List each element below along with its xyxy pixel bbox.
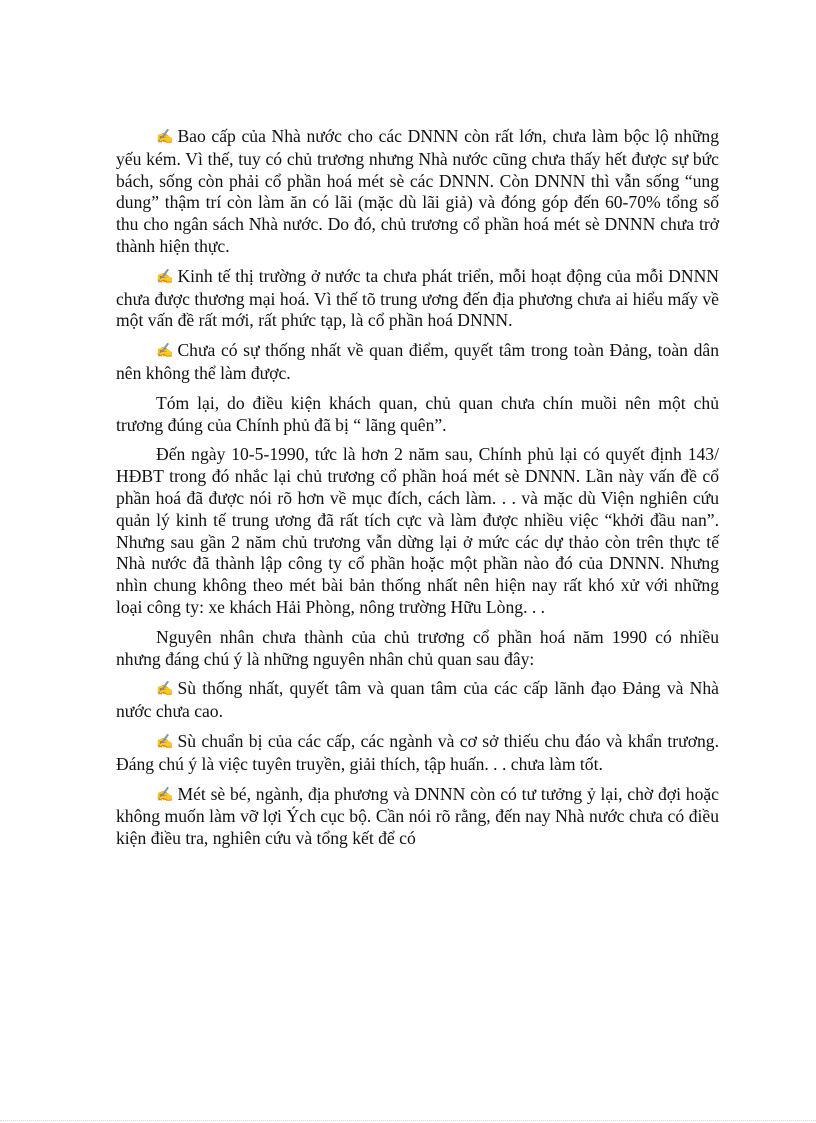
paragraph-decision-143: [116, 444, 719, 618]
writing-hand-icon: ✍: [156, 130, 174, 145]
paragraph-text: Mét sè bé, ngành, địa phương và DNNN còn có tư tưởng ỷ lại, chờ đợi hoặc không muốn làm vỡ lợi Ých cục bộ. Cần nói rõ rằng, đến nay Nhà nước chưa có điều kiện điều tra, nghiên cứu và tổng kết để có: [116, 783, 719, 849]
writing-hand-icon: ✍: [156, 269, 174, 285]
writing-hand-icon: ✍: [156, 787, 174, 803]
paragraph-subsidy: [116, 126, 719, 258]
paragraph-cause-preparation: [116, 731, 719, 776]
writing-hand-icon: ✍: [156, 734, 174, 750]
document-page: [116, 126, 719, 858]
paragraph-text: Bao cấp của Nhà nước cho các DNNN còn rất lớn, chưa làm bộc lộ những yếu kém. Vì thế, tuy có chủ trương nhưng Nhà nước cũng chưa thấy hết được sự bức bách, sống còn phải cổ phần hoá mét sè các DNNN. Còn DNNN thì vẫn sống “ung dung” thậm trí còn làm ăn có lãi (mặc dù lãi giả) và đóng góp đến 60-70% tổng số thu cho ngân sách Nhà nước. Do đó, chủ trương cổ phần hoá mét sè DNNN chưa trở thành hiện thực.: [116, 126, 719, 256]
paragraph-text: Tóm lại, do điều kiện khách quan, chủ quan chưa chín muồi nên một chủ trương đúng của Chính phủ đã bị “ lãng quên”.: [116, 392, 719, 435]
paragraph-text: Đến ngày 10-5-1990, tức là hơn 2 năm sau, Chính phủ lại có quyết định 143/ HĐBT trong đó nhắc lại chủ trương cổ phần hoá mét sè DNNN. Lần này vấn đề cổ phần hoá đã được nói rõ hơn về mục đích, cách làm. . . và mặc dù Viện nghiên cứu quản lý kinh tế trung ương đã rất tích cực và làm được nhiều việc “khởi đầu nan”. Nhưng sau gần 2 năm chủ trương vẫn dừng lại ở mức các dự thảo còn trên thực tế Nhà nước đã thành lập công ty cổ phần hoặc một phần nào đó của DNNN. Nhưng nhìn chung không theo mét bài bản thống nhất nên hiện nay rất khó xử với những loại công ty: xe khách Hải Phòng, nông trường Hữu Lòng. . .: [116, 444, 719, 617]
paragraph-text: Chưa có sự thống nhất về quan điểm, quyết tâm trong toàn Đảng, toàn dân nên không thể làm được.: [116, 340, 719, 383]
paragraph-text: Nguyên nhân chưa thành của chủ trương cổ phần hoá năm 1990 có nhiều nhưng đáng chú ý là những nguyên nhân chủ quan sau đây:: [116, 626, 719, 669]
paragraph-no-consensus: [116, 340, 719, 385]
paragraph-text: Sù thống nhất, quyết tâm và quan tâm của các cấp lãnh đạo Đảng và Nhà nước chưa cao.: [116, 678, 719, 722]
paragraph-cause-dependence: [116, 784, 719, 850]
paragraph-text: Kinh tế thị trường ở nước ta chưa phát triển, mỗi hoạt động của mỗi DNNN chưa được thương mại hoá. Vì thế tõ trung ương đến địa phương chưa ai hiểu mấy về một vấn đề rất mới, rất phức tạp, là cổ phần hoá DNNN.: [116, 265, 719, 331]
writing-hand-icon: ✍: [156, 682, 174, 698]
page-bottom-divider: [0, 1120, 816, 1121]
paragraph-text: Sù chuẩn bị của các cấp, các ngành và cơ sở thiếu chu đáo và khẩn trương. Đáng chú ý là việc tuyên truyền, giải thích, tập huấn. . . chưa làm tốt.: [116, 730, 719, 774]
paragraph-causes-intro: [116, 627, 719, 671]
writing-hand-icon: ✍: [156, 344, 174, 360]
paragraph-cause-leadership: [116, 678, 719, 723]
paragraph-summary: [116, 393, 719, 437]
paragraph-market-economy: [116, 266, 719, 332]
